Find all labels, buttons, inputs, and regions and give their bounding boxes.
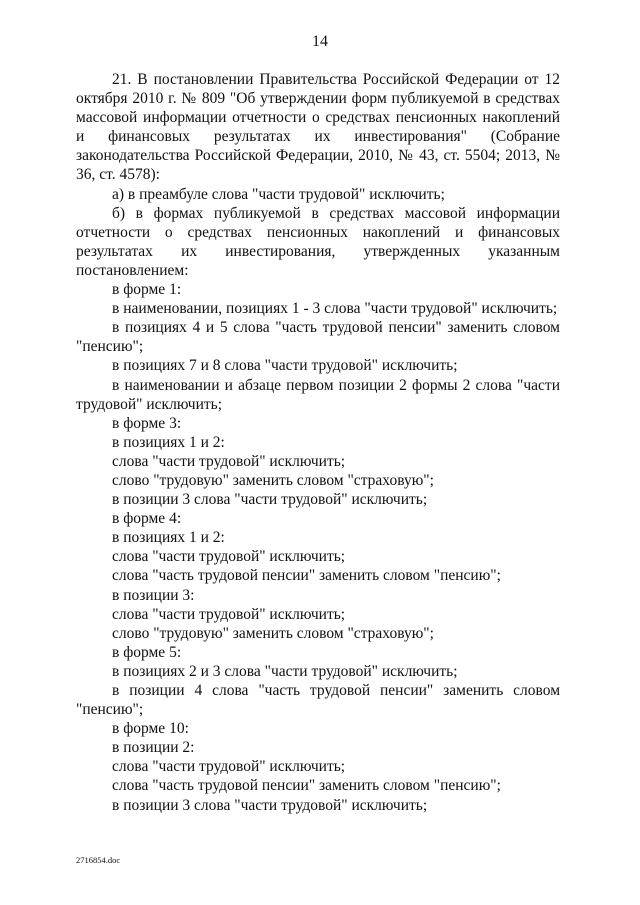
list-item: в форме 3:	[112, 414, 182, 432]
list-item: в позиции 3 слова "части трудовой" исключить;	[112, 491, 428, 509]
list-item: слова "части трудовой" исключить;	[112, 548, 346, 566]
list-item: слова "часть трудовой пенсии" заменить словом "пенсию";	[112, 777, 501, 795]
list-item: в наименовании и абзаце первом позиции 2 формы 2 слова "части трудовой" исключить;	[76, 376, 560, 413]
list-item: в позициях 7 и 8 слова "части трудовой" исключить;	[112, 357, 458, 375]
list-item: в позиции 3 слова "части трудовой" исключить;	[112, 796, 428, 814]
list-item: в форме 1:	[112, 281, 182, 299]
paragraph-a: а) в преамбуле слова "части трудовой" исключить;	[112, 185, 445, 203]
list-item: в форме 5:	[112, 643, 182, 661]
page-number: 14	[312, 33, 328, 50]
list-item: слова "части трудовой" исключить;	[112, 758, 346, 776]
list-item: в позициях 4 и 5 слова "часть трудовой пенсии" заменить словом "пенсию";	[76, 319, 560, 356]
list-item: слова "части трудовой" исключить;	[112, 605, 346, 623]
footer-filename: 2716854.doc	[76, 855, 121, 865]
document-body	[76, 70, 560, 815]
list-item: в позициях 1 и 2:	[112, 529, 225, 547]
list-item: слова "части трудовой" исключить;	[112, 452, 346, 470]
list-item: в наименовании, позициях 1 - 3 слова "части трудовой" исключить;	[112, 300, 558, 318]
paragraph-21: 21. В постановлении Правительства Российской Федерации от 12 октября 2010 г. № 809 "Об утверждении форм публикуемой в средствах массовой информации отчетности о средствах пенсионных накоплений и финансовых результатах их инвестирования" (Собрание законодательства Российской Федерации, 2010, № 43, ст. 5504; 2013, № 36, ст. 4578):	[76, 71, 560, 184]
list-item: в позиции 2:	[112, 739, 195, 757]
list-item: слова "часть трудовой пенсии" заменить словом "пенсию";	[112, 567, 501, 585]
list-item: в форме 4:	[112, 510, 182, 528]
list-item: в форме 10:	[112, 720, 189, 738]
list-item: в позициях 1 и 2:	[112, 433, 225, 451]
list-item: в позиции 4 слова "часть трудовой пенсии" заменить словом "пенсию";	[76, 682, 560, 719]
list-item: слово "трудовую" заменить словом "страховую";	[112, 471, 434, 489]
list-item: в позиции 3:	[112, 586, 195, 604]
list-item: в позициях 2 и 3 слова "части трудовой" исключить;	[112, 662, 458, 680]
paragraph-b: б) в формах публикуемой в средствах массовой информации отчетности о средствах пенсионных накоплений и финансовых результатах их инвестирования, утвержденных указанным постановлением:	[76, 204, 560, 279]
list-item: слово "трудовую" заменить словом "страховую";	[112, 624, 434, 642]
